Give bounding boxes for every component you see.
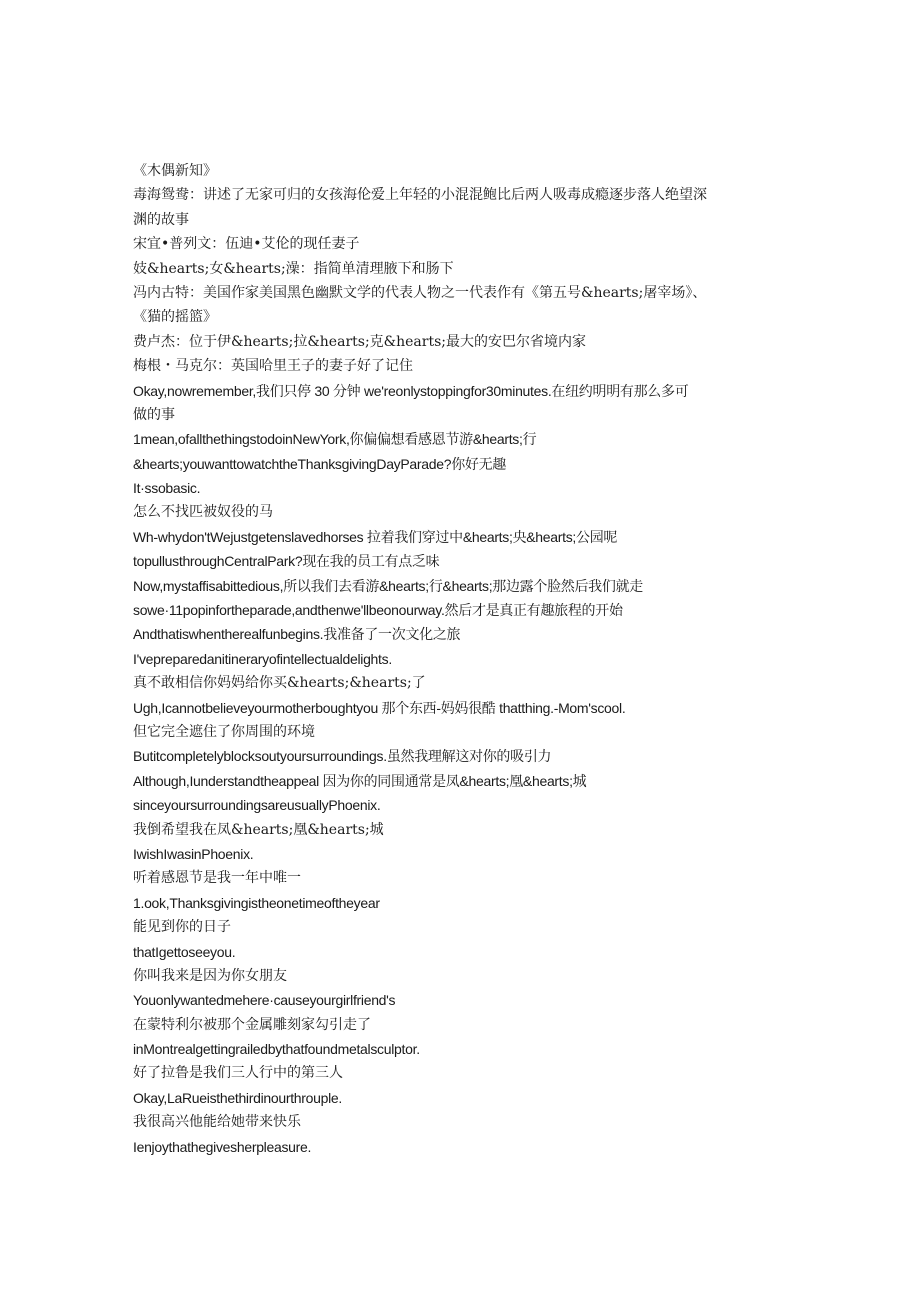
text-line: IwishIwasinPhoenix. (133, 845, 254, 862)
text-line: 做的事 (133, 406, 175, 423)
text-line: It·ssobasic. (133, 480, 201, 497)
text-line: Andthatiswhentherealfunbegins.我准备了一次文化之旅 (133, 626, 461, 643)
text-line: Okay,LaRueisthethirdinourthrouple. (133, 1089, 343, 1106)
text-line: Butitcompletelyblocksoutyoursurroundings.虽然我理解这对你的吸引力 (133, 748, 552, 765)
text-line: 但它完全遮住了你周围的环境 (133, 723, 315, 740)
text-line: I'vepreparedanitineraryofintellectualdelights. (133, 650, 392, 667)
text-line: Ienjoythathegivesherpleasure. (133, 1138, 312, 1155)
text-line: 渊的故事 (133, 211, 189, 228)
document-body (133, 159, 783, 1159)
text-line: 冯内古特：美国作家美国黑色幽默文学的代表人物之一代表作有《第五号&hearts;屠宰场》、 (133, 284, 707, 301)
text-line: sinceyoursurroundingsareusuallyPhoenix. (133, 797, 381, 814)
text-line: Ugh,Icannotbelieveyourmotherboughtyou 那个东西-妈妈很酷 thatthing.-Mom'scool. (133, 699, 626, 716)
text-line: 你叫我来是因为你女朋友 (133, 967, 287, 984)
text-line: 能见到你的日子 (133, 919, 231, 936)
text-line: 我很高兴他能给她带来快乐 (133, 1114, 301, 1131)
text-line: 《猫的摇篮》 (133, 309, 217, 326)
text-line: &hearts;youwanttowatchtheThanksgivingDayParade?你好无趣 (133, 455, 507, 472)
text-line: Wh-whydon'tWejustgetenslavedhorses 拉着我们穿过中&hearts;央&hearts;公园呢 (133, 528, 618, 545)
text-line: 《木偶新知》 (133, 163, 217, 179)
text-line: sowe·11popinfortheparade,andthenwe'llbeonourway.然后才是真正有趣旅程的开始 (133, 602, 623, 619)
text-line: 在蒙特利尔被那个金属雕刻家勾引走了 (133, 1016, 371, 1033)
text-line: Although,Iunderstandtheappeal 因为你的同围通常是凤&hearts;凰&hearts;城 (133, 772, 587, 789)
text-line: 我倒希望我在凤&hearts;凰&hearts;城 (133, 821, 384, 838)
text-line: 宋宜•普列文：伍迪•艾伦的现任妻子 (133, 236, 360, 253)
text-line: 1.ook,Thanksgivingistheonetimeoftheyear (133, 894, 380, 911)
text-line: 怎么不找匹被奴役的马 (133, 504, 273, 521)
text-line: Okay,nowremember,我们只停 30 分钟 we'reonlystoppingfor30minutes.在纽约明明有那么多可 (133, 382, 689, 399)
text-line: Youonlywantedmehere·causeyourgirlfriend's (133, 992, 396, 1009)
text-line: 1mean,ofallthethingstodoinNewYork,你偏偏想看感恩节游&hearts;行 (133, 431, 537, 448)
text-line: 听着感恩节是我一年中唯一 (133, 870, 301, 887)
text-line: thatIgettoseeyou. (133, 943, 236, 960)
text-line: topullusthroughCentralPark?现在我的员工有点乏味 (133, 553, 440, 570)
text-line: 好了拉鲁是我们三人行中的第三人 (133, 1065, 343, 1082)
text-line: 妓&hearts;女&hearts;澡：指简单清理腋下和肠下 (133, 260, 454, 277)
text-line: inMontrealgettingrailedbythatfoundmetalsculptor. (133, 1041, 420, 1058)
text-line: 毒海鸳鸯：讲述了无家可归的女孩海伦爱上年轻的小混混鲍比后两人吸毒成瘾逐步落人绝望深 (133, 187, 707, 204)
text-line: 费卢杰：位于伊&hearts;拉&hearts;克&hearts;最大的安巴尔省境内家 (133, 333, 586, 350)
text-line: 梅根・马克尔：英国哈里王子的妻子好了记住 (133, 358, 413, 375)
text-line: Now,mystaffisabittedious,所以我们去看游&hearts;行&hearts;那边露个脸然后我们就走 (133, 577, 643, 594)
text-line: 真不敢相信你妈妈给你买&hearts;&hearts;了 (133, 675, 426, 692)
